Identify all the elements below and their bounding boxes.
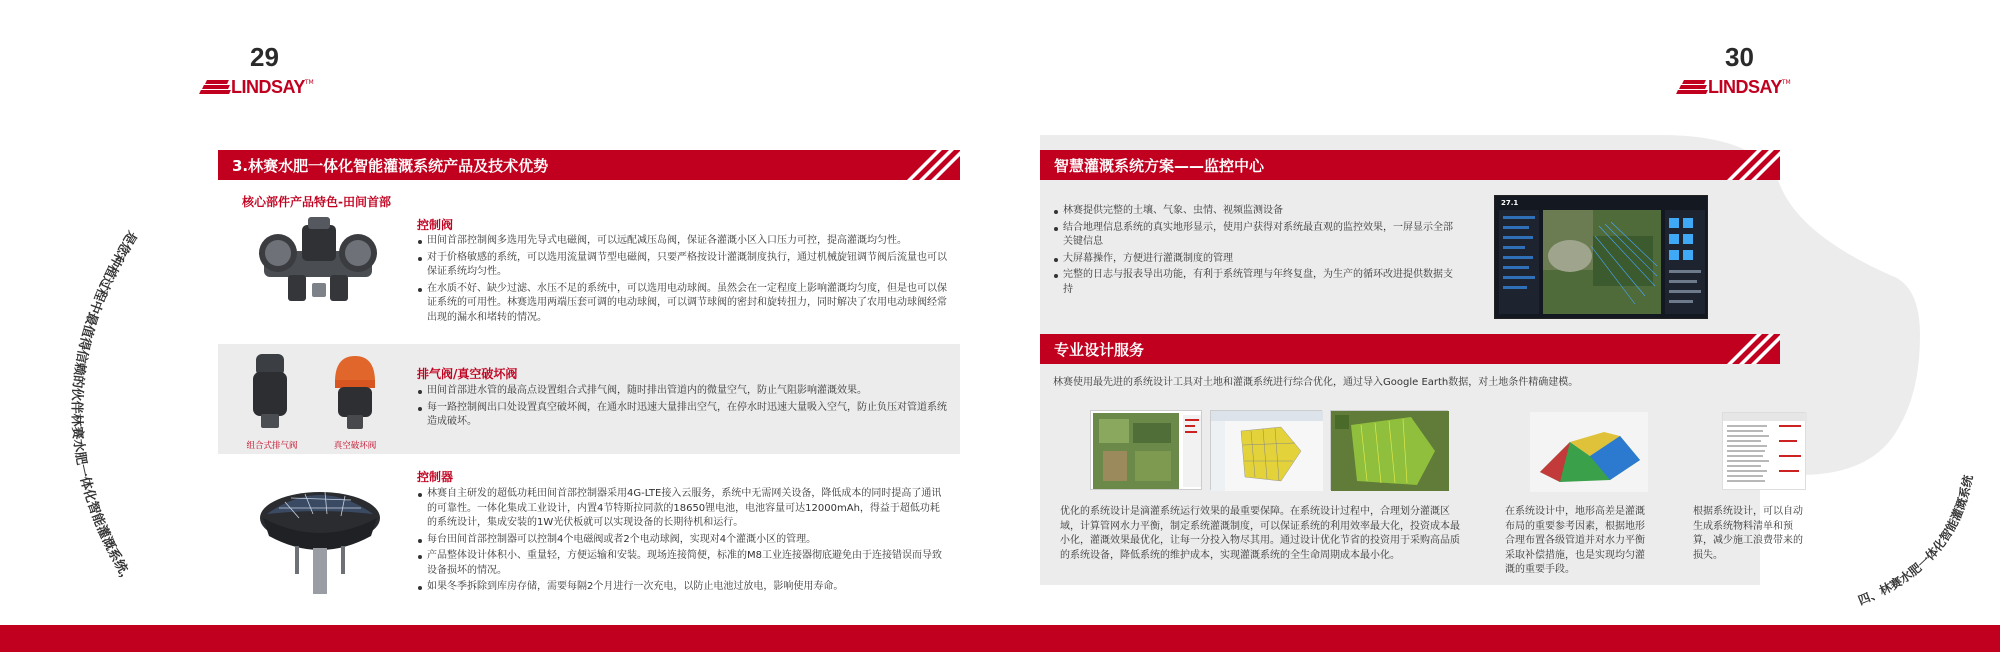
svg-text:是您种植过程中最值得信赖的伙伴林赛水肥一体化智能灌溉系统，: 是您种植过程中最值得信赖的伙伴林赛水肥一体化智能灌溉系统，: [68, 227, 140, 588]
list-item: 每台田间首部控制器可以控制4个电磁阀或者2个电动球阀，实现对4个灌溉小区的管理。: [417, 533, 947, 548]
list-item: 对于价格敏感的系统，可以选用流量调节型电磁阀，只要严格按设计灌溉制度执行，通过机械旋钮调节阀后流量也可以保证系统均匀性。: [417, 251, 947, 280]
controller-title: 控制器: [417, 470, 454, 484]
section-header-monitoring: 智慧灌溉系统方案——监控中心: [1040, 150, 1780, 180]
lindsay-stripes-icon: [200, 79, 230, 95]
design-thumbnail-map: [1090, 410, 1202, 490]
design-thumbnail-terrain: [1530, 412, 1648, 492]
monitoring-bullets: [1053, 204, 1453, 299]
list-item: 产品整体设计体积小、重量轻，方便运输和安装。现场连接简便，标准的M8工业连接器彻底避免由于连接错误而导致设备损坏的情况。: [417, 549, 947, 578]
svg-text:四、林赛水肥一体化智能灌溉系统: 四、林赛水肥一体化智能灌溉系统: [1856, 473, 1976, 608]
lindsay-logo-left: LINDSAY TM: [200, 77, 314, 97]
header-stripes-icon: [910, 150, 960, 180]
subtitle-core-parts: 核心部件产品特色-田间首部: [242, 195, 391, 209]
page-number-left: 29: [250, 42, 279, 72]
lindsay-stripes-icon: [1677, 79, 1707, 95]
control-valve-image: [258, 213, 378, 313]
control-valve-bullets: [417, 234, 947, 327]
air-release-valve-image: [250, 352, 290, 432]
design-intro: 林赛使用最先进的系统设计工具对土地和灌溉系统进行综合优化，通过导入Google Earth数据，对土地条件精确建模。: [1053, 377, 1579, 388]
vacuum-valve-caption: 真空破坏阀: [333, 441, 377, 451]
list-item: 结合地理信息系统的真实地形显示，使用户获得对系统最直观的监控效果，一屏显示全部关键信息: [1053, 221, 1453, 250]
design-thumbnail-field: [1330, 410, 1448, 490]
controller-image: [255, 478, 385, 594]
section-header-products: 3.林赛水肥一体化智能灌溉系统产品及技术优势: [218, 150, 960, 180]
header-stripes-icon: [1730, 150, 1780, 180]
section-header-design: 专业设计服务: [1040, 334, 1780, 364]
design-text-optimization: 优化的系统设计是滴灌系统运行效果的最重要保障。在系统设计过程中，合理划分灌溉区域，计算管网水力平衡，制定系统灌溉制度，可以保证系统的利用效率最大化，投资成本最小化，灌溉效果最优化，让每一分投入物尽其用。通过设计优化节省的投资用于采购高品质的系统设备，降低系统的维护成本，实现灌溉系统的全生命周期成本最小化。: [1060, 506, 1460, 561]
design-text-bom: 根据系统设计，可以自动生成系统物料清单和预算，减少施工浪费带来的损失。: [1693, 506, 1803, 561]
monitoring-dashboard-image: 27.1: [1494, 195, 1708, 319]
air-valve-title: 排气阀/真空破坏阀: [417, 367, 518, 381]
design-thumbnail-bom: [1722, 412, 1806, 490]
list-item: 林赛提供完整的土壤、气象、虫情、视频监测设备: [1053, 204, 1453, 219]
bottom-brand-strip: [0, 625, 2000, 652]
control-valve-title: 控制阀: [417, 218, 454, 232]
design-text-terrain: 在系统设计中，地形高差是灌溉布局的重要参考因素，根据地形合理布置各级管道并对水力平衡采取补偿措施，也是实现均匀灌溉的重要手段。: [1505, 506, 1645, 575]
list-item: 在水质不好、缺少过滤、水压不足的系统中，可以选用电动球阀。虽然会在一定程度上影响灌溉均匀度，但是也可以保证系统的可用性。林赛选用两端压套可调的电动球阀，可以调节球阀的密封和旋转扭力，同时解决了农用电动球阀经常出现的漏水和堵转的情况。: [417, 282, 947, 326]
controller-bullets: [417, 487, 947, 597]
design-thumbnail-layout: [1210, 410, 1322, 490]
page-number-right: 30: [1725, 42, 1754, 72]
lindsay-logo-right: LINDSAY TM: [1677, 77, 1791, 97]
list-item: 完整的日志与报表导出功能，有利于系统管理与年终复盘，为生产的循环改进提供数据支持: [1053, 268, 1453, 297]
header-stripes-icon: [1730, 334, 1780, 364]
list-item: 如果冬季拆除到库房存储，需要每隔2个月进行一次充电，以防止电池过放电，影响使用寿命。: [417, 580, 947, 595]
air-valve-bullets: [417, 384, 947, 432]
list-item: 每一路控制阀出口处设置真空破坏阀，在通水时迅速大量排出空气，在停水时迅速大量吸入空气，防止负压对管道系统造成破坏。: [417, 401, 947, 430]
list-item: 大屏幕操作，方便进行灌溉制度的管理: [1053, 252, 1453, 267]
vertical-slogan: [25, 225, 155, 595]
list-item: 林赛自主研发的超低功耗田间首部控制器采用4G-LTE接入云服务，系统中无需网关设备，降低成本的同时提高了通讯的可靠性。一体化集成工业设计，内置4节特斯拉同款的18650锂电池，电池容量可达12000mAh，得益于超低功耗的系统设计，集成安装的1W光伏板就可以实现设备的长期待机和运行。: [417, 487, 947, 531]
list-item: 田间首部控制阀多选用先导式电磁阀，可以远配减压岛阀，保证各灌溉小区入口压力可控，提高灌溉均匀性。: [417, 234, 947, 249]
vertical-chapter-label: [1840, 410, 1990, 610]
air-valve-caption: 组合式排气阀: [246, 441, 298, 451]
list-item: 田间首部进水管的最高点设置组合式排气阀，随时排出管道内的微量空气，防止气阻影响灌溉效果。: [417, 384, 947, 399]
vacuum-breaker-valve-image: [330, 352, 380, 432]
